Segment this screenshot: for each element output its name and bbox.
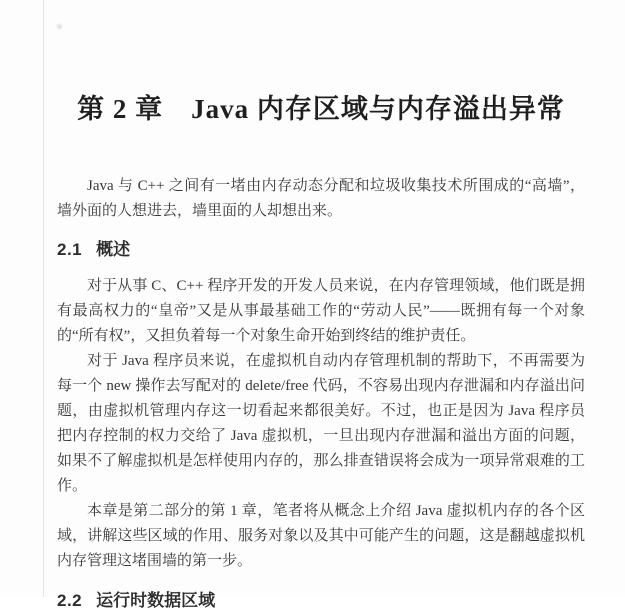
chapter-title: 第 2 章 Java 内存区域与内存溢出异常 (77, 94, 565, 124)
body-paragraph-2: 对于 Java 程序员来说，在虚拟机自动内存管理机制的帮助下，不再需要为每一个 new 操作去写配对的 delete/free 代码，不容易出现内存泄漏和内存溢出问题，由虚拟机管理内存这一切看起来都很美好。不过，也正是因为 Java 程序员把内存控制的权力交给了 Java 虚拟机，一旦出现内存泄漏和溢出方面的问题，如果不了解虚拟机是怎样使用内存的，那么排查错误将会成为一项异常艰难的工作。 (57, 353, 585, 494)
body-paragraph-3: 本章是第二部分的第 1 章，笔者将从概念上介绍 Java 虚拟机内存的各个区域，讲解这些区域的作用、服务对象以及其中可能产生的问题，这是翻越虚拟机内存管理这堵围墙的第一步。 (57, 503, 585, 569)
epigraph-paragraph: Java 与 C++ 之间有一堵由内存动态分配和垃圾收集技术所围成的“高墙”，墙外面的人想进去，墙里面的人却想出来。 (57, 178, 585, 219)
body-paragraph-1: 对于从事 C、C++ 程序开发的开发人员来说，在内存管理领域，他们既是拥有最高权力的“皇帝”又是从事最基础工作的“劳动人民”——既拥有每一个对象的“所有权”，又担负着每一个对象生命开始到终结的维护责任。 (57, 278, 585, 344)
section-title-2-1: 概述 (96, 240, 131, 259)
page-edge-line (43, 0, 44, 597)
page-content (57, 0, 585, 611)
section-number-2-2: 2.2 (57, 591, 83, 610)
section-heading-2-2 (57, 591, 585, 611)
section-number-2-1: 2.1 (57, 240, 83, 259)
section-heading-2-1 (57, 240, 585, 260)
section-title-2-2: 运行时数据区域 (96, 591, 216, 610)
